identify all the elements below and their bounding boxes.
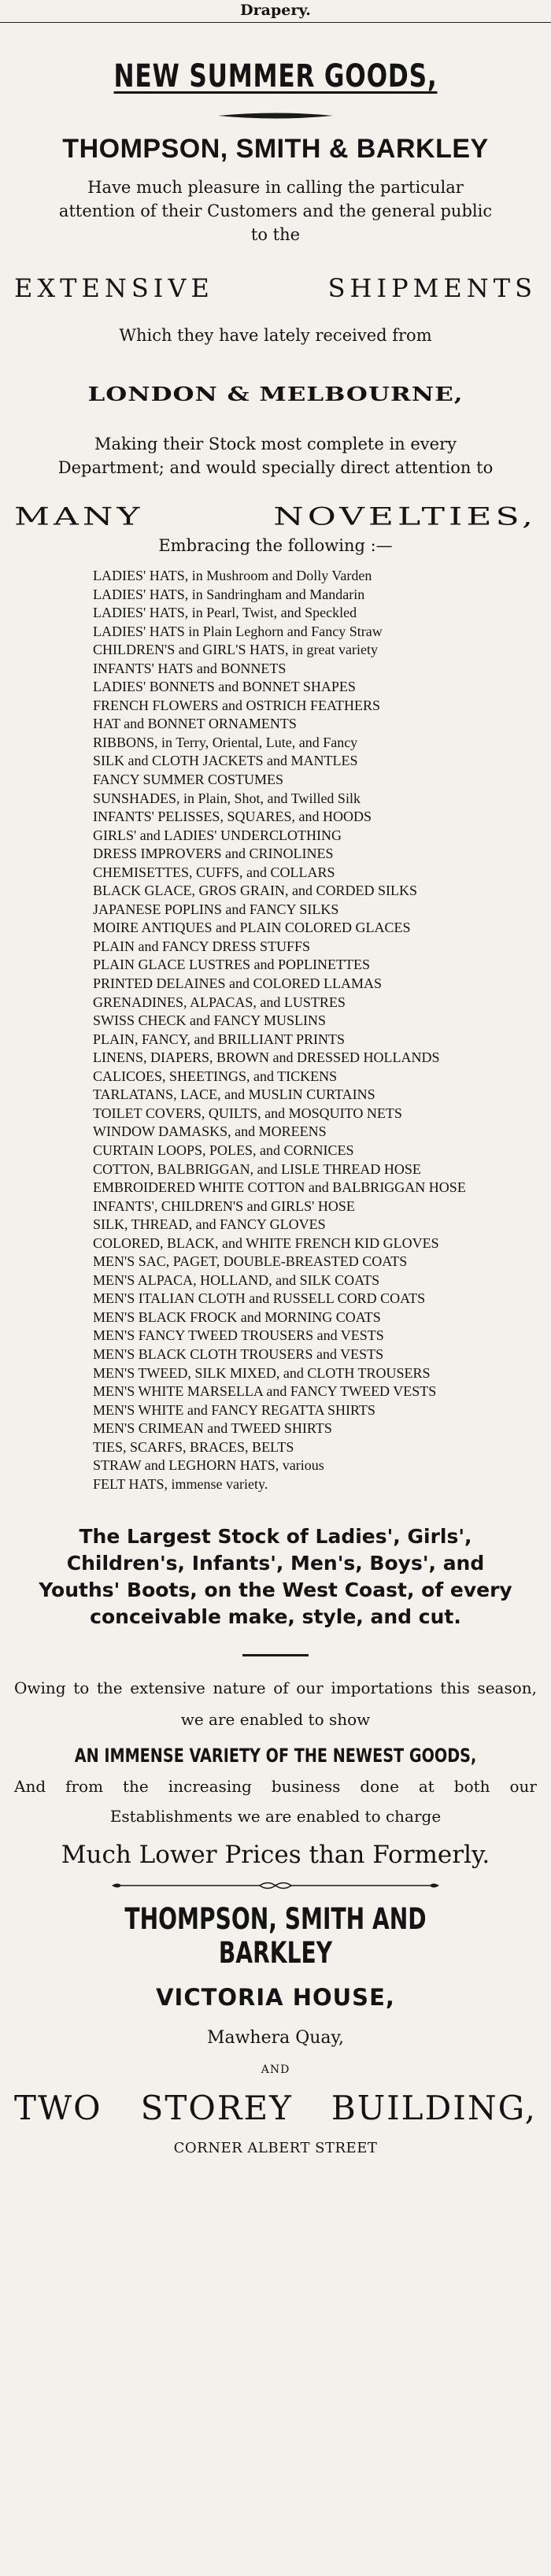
header-rule (0, 22, 551, 23)
goods-list-item: MEN'S FANCY TWEED TROUSERS and VESTS (93, 1327, 384, 1344)
goods-list-item: SILK and CLOTH JACKETS and MANTLES (93, 753, 358, 769)
goods-list-item: MEN'S CRIMEAN and TWEED SHIRTS (93, 1420, 332, 1437)
owing-text: Owing to the extensive nature of our importations this season, we are enabled to show (14, 1678, 537, 1730)
headline: NEW SUMMER GOODS, (113, 58, 438, 94)
goods-list-item: JAPANESE POPLINS and FANCY SILKS (93, 901, 339, 917)
received-text: Which they have lately received from (119, 326, 432, 345)
corner-address: CORNER ALBERT STREET (173, 2140, 378, 2157)
goods-list-item: CALICOES, SHEETINGS, and TICKENS (93, 1068, 338, 1084)
goods-list-item: HAT and BONNET ORNAMENTS (93, 716, 297, 732)
increasing-text: And from the increasing business done at both our Establishments we are enabled to charge (14, 1777, 537, 1827)
goods-list-item: TARLATANS, LACE, and MUSLIN CURTAINS (93, 1086, 375, 1103)
goods-list-item: COTTON, BALBRIGGAN, and LISLE THREAD HOSE (93, 1160, 421, 1177)
immense-variety-heading: AN IMMENSE VARIETY OF THE NEWEST GOODS, (74, 1745, 477, 1767)
goods-list-item: MEN'S ITALIAN CLOTH and RUSSELL CORD COATS (93, 1290, 426, 1307)
goods-list-item: SWISS CHECK and FANCY MUSLINS (93, 1012, 327, 1029)
goods-list-item: COLORED, BLACK, and WHITE FRENCH KID GLOVES (93, 1234, 439, 1251)
goods-list-item: MEN'S BLACK CLOTH TROUSERS and VESTS (93, 1345, 384, 1362)
goods-list-item: TOILET COVERS, QUILTS, and MOSQUITO NETS (93, 1105, 402, 1121)
goods-list-item: MEN'S TWEED, SILK MIXED, and CLOTH TROUSERS (93, 1364, 431, 1381)
goods-list-item: INFANTS' HATS and BONNETS (93, 660, 287, 676)
goods-list-item: LADIES' HATS in Plain Leghorn and Fancy Straw (93, 623, 383, 639)
and-separator: AND (261, 2063, 290, 2077)
building-word: BUILDING, (331, 2089, 537, 2128)
origin-heading: LONDON & MELBOURNE, (87, 383, 464, 406)
goods-list-item: LADIES' BONNETS and BONNET SHAPES (93, 679, 356, 695)
victoria-house: VICTORIA HOUSE, (156, 1984, 395, 2012)
goods-list-item: MEN'S WHITE MARSELLA and FANCY TWEED VESTS (93, 1383, 437, 1400)
goods-list-item: FELT HATS, immense variety. (93, 1475, 268, 1492)
goods-list-item: MEN'S WHITE and FANCY REGATTA SHIRTS (93, 1401, 375, 1418)
ornament-divider-2 (110, 1880, 441, 1891)
goods-list (93, 567, 537, 1493)
goods-list-item: LADIES' HATS, in Mushroom and Dolly Varden (93, 568, 372, 583)
goods-list-item: BLACK GLACE, GROS GRAIN, and CORDED SILKS (93, 883, 418, 899)
novelties-word: NOVELTIES, (273, 502, 537, 531)
goods-list-item: TIES, SCARFS, BRACES, BELTS (93, 1438, 294, 1455)
storey-word: STOREY (140, 2089, 293, 2128)
goods-list-item: PLAIN GLACE LUSTRES and POPLINETTES (93, 957, 370, 973)
quay-address: Mawhera Quay, (206, 2028, 345, 2049)
two-word: TWO (14, 2089, 102, 2128)
goods-list-item: PRINTED DELAINES and COLORED LLAMAS (93, 975, 382, 992)
goods-list-item: SILK, THREAD, and FANCY GLOVES (93, 1216, 326, 1233)
goods-list-item: LADIES' HATS, in Sandringham and Mandarin (93, 586, 365, 602)
goods-list-item: LADIES' HATS, in Pearl, Twist, and Speckled (93, 605, 357, 621)
goods-list-item: PLAIN and FANCY DRESS STUFFS (93, 938, 311, 954)
goods-list-item: DRESS IMPROVERS and CRINOLINES (93, 846, 334, 862)
lower-prices-heading: Much Lower Prices than Formerly. (61, 1841, 490, 1870)
goods-list-item: MEN'S ALPACA, HOLLAND, and SILK COATS (93, 1271, 380, 1288)
many-novelties-heading (14, 503, 537, 531)
goods-list-item: PLAIN, FANCY, and BRILLIANT PRINTS (93, 1031, 346, 1047)
short-divider (242, 1654, 309, 1656)
intro-text: Have much pleasure in calling the particular attention of their Customers and the general public to the (58, 178, 493, 244)
embracing-text: Embracing the following :— (158, 536, 393, 555)
section-label: Drapery. (240, 2, 311, 19)
goods-list-item: LINENS, DIAPERS, BROWN and DRESSED HOLLANDS (93, 1049, 440, 1066)
boots-announcement: The Largest Stock of Ladies', Girls', Children's, Infants', Men's, Boys', and Youths' Boots, on the West Coast, of every conceivable make, style, and cut. (39, 1525, 512, 1629)
extensive-word: EXTENSIVE (14, 273, 214, 303)
goods-list-item: SUNSHADES, in Plain, Shot, and Twilled Silk (93, 790, 361, 806)
many-word: MANY (14, 502, 144, 531)
goods-list-item: CHEMISETTES, CUFFS, and COLLARS (93, 864, 335, 880)
goods-list-item: INFANTS', CHILDREN'S and GIRLS' HOSE (93, 1197, 355, 1214)
goods-list-item: FANCY SUMMER COSTUMES (93, 772, 284, 788)
extensive-shipments-heading (14, 273, 537, 303)
firm-name: THOMPSON, SMITH & BARKLEY (62, 134, 489, 164)
goods-list-item: RIBBONS, in Terry, Oriental, Lute, and Fancy (93, 734, 358, 750)
ornament-divider (216, 112, 335, 120)
goods-list-item: MOIRE ANTIQUES and PLAIN COLORED GLACES (93, 920, 411, 936)
goods-list-item: GRENADINES, ALPACAS, and LUSTRES (93, 994, 346, 1010)
goods-list-item: CURTAIN LOOPS, POLES, and CORNICES (93, 1142, 354, 1158)
goods-list-item: WINDOW DAMASKS, and MOREENS (93, 1123, 327, 1140)
goods-list-item: FRENCH FLOWERS and OSTRICH FEATHERS (93, 697, 381, 713)
firm-name-footer: THOMPSON, SMITH AND BARKLEY (124, 1902, 427, 1971)
stock-text: Making their Stock most complete in every Department; and would specially direct attention to (57, 435, 494, 477)
goods-list-item: MEN'S BLACK FROCK and MORNING COATS (93, 1308, 381, 1325)
goods-list-item: INFANTS' PELISSES, SQUARES, and HOODS (93, 809, 372, 825)
goods-list-item: STRAW and LEGHORN HATS, various (93, 1457, 324, 1474)
goods-list-item: GIRLS' and LADIES' UNDERCLOTHING (93, 827, 342, 843)
goods-list-item: EMBROIDERED WHITE COTTON and BALBRIGGAN HOSE (93, 1179, 466, 1196)
shipments-word: SHIPMENTS (327, 273, 537, 303)
goods-list-item: MEN'S SAC, PAGET, DOUBLE-BREASTED COATS (93, 1253, 408, 1270)
goods-list-item: CHILDREN'S and GIRL'S HATS, in great variety (93, 642, 378, 658)
two-storey-building-heading (14, 2089, 537, 2127)
